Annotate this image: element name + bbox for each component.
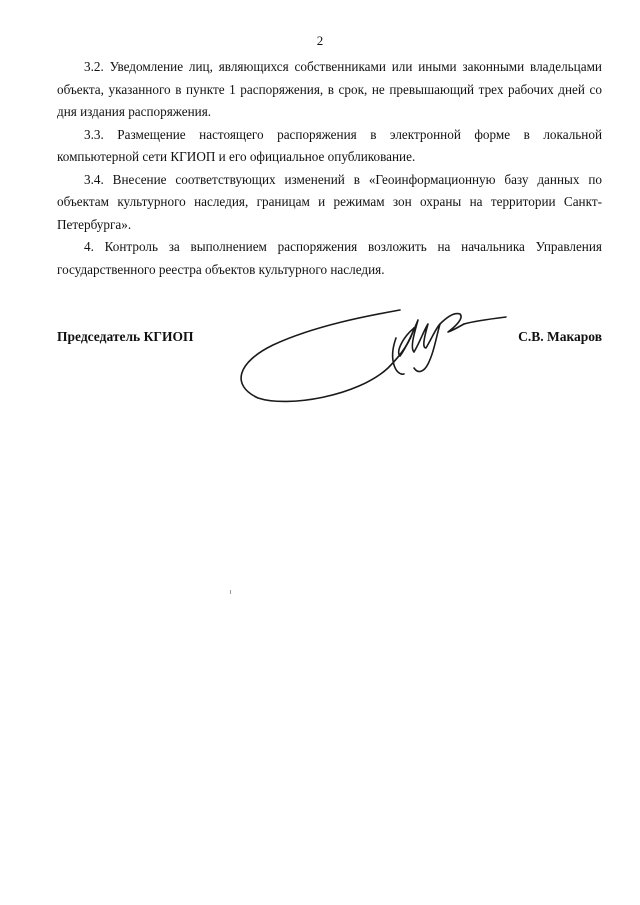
signatory-name: С.В. Макаров <box>518 329 602 344</box>
scan-artifact <box>230 590 231 594</box>
paragraph-3-2: 3.2. Уведомление лиц, являющихся собственниками или иными законными владельцами объекта, указанного в пункте 1 распоряжения, в срок, не превышающий трех рабочих дней со дня издания распоряжения. <box>57 59 602 119</box>
signature-loop-stroke <box>241 310 414 401</box>
page-number: 2 <box>316 33 324 48</box>
paragraph-3-3: 3.3. Размещение настоящего распоряжения в электронной форме в локальной компьютерной сети КГИОП и его официальное опубликование. <box>57 126 602 164</box>
signatory-title: Председатель КГИОП <box>57 329 194 344</box>
signature-tail-stroke <box>464 317 506 324</box>
document-body <box>57 56 602 281</box>
paragraph-3-4: 3.4. Внесение соответствующих изменений в «Геоинформационную базу данных по объектам культурного наследия, границам и режимам зон охраны на территории Санкт-Петербурга». <box>57 171 602 232</box>
signature-block <box>57 329 602 349</box>
handwritten-signature <box>228 290 518 408</box>
paragraph-4: 4. Контроль за выполнением распоряжения возложить на начальника Управления государственного реестра объектов культурного наследия. <box>57 239 602 277</box>
